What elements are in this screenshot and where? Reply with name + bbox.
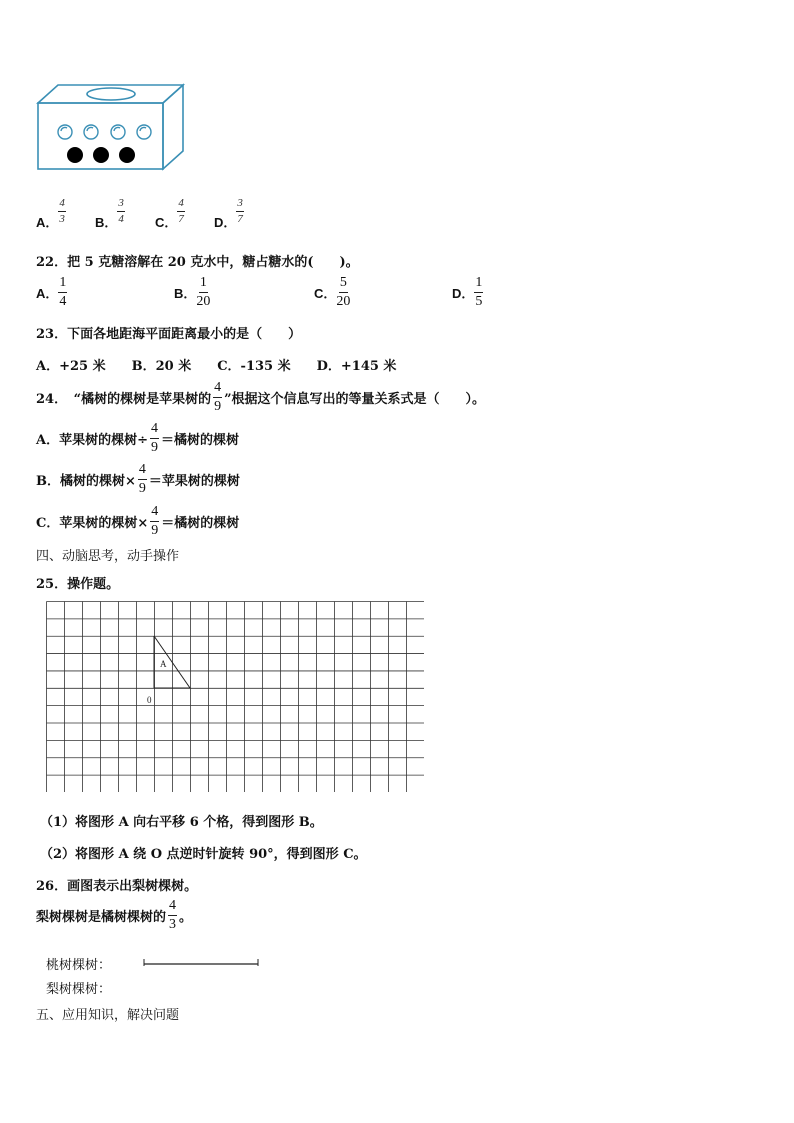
fraction: $\frac{1}{20}$	[196, 275, 211, 309]
q21-option-c[interactable]: C． $\frac{4}{7}$	[155, 197, 184, 230]
fraction: $\frac{5}{20}$	[336, 275, 351, 309]
q22-option-d[interactable]: D． $\frac{1}{5}$	[452, 275, 483, 309]
fraction: $\frac{4}{3}$	[59, 197, 65, 225]
q21-option-d[interactable]: D． $\frac{3}{7}$	[214, 197, 243, 230]
fraction: $\frac{1}{4}$	[59, 275, 67, 309]
q24-option-a[interactable]: A．苹果树的棵树÷ $\frac{4}{9}$ ＝橘树的棵树	[36, 421, 239, 455]
q22-option-a[interactable]: A． $\frac{1}{4}$	[36, 275, 67, 309]
fraction: $\frac{4}{9}$	[151, 504, 159, 538]
fraction: $\frac{3}{4}$	[118, 197, 124, 225]
fraction: $\frac{4}{9}$	[138, 462, 146, 496]
q22-option-c[interactable]: C． $\frac{5}{20}$	[314, 275, 351, 309]
section-heading-5: 五、应用知识，解决问题	[36, 1008, 180, 1023]
q23-options[interactable]: A．+25 米 B．20 米 C．-135 米 D．+145 米	[36, 359, 397, 374]
q25-grid[interactable]	[46, 601, 424, 792]
fraction: $\frac{4}{9}$	[214, 380, 222, 414]
q22-question: 22．把 5 克糖溶解在 20 克水中，糖占糖水的( )。	[36, 255, 359, 270]
section-heading-4: 四、动脑思考，动手操作	[36, 549, 180, 564]
pear-tree-drawing-area[interactable]	[143, 975, 343, 993]
label-a: A	[160, 659, 167, 669]
label-o: 0	[147, 695, 152, 705]
q24-question: 24． “橘树的棵树是苹果树的 $\frac{4}{9}$ ”根据这个信息写出的等量关系式是（ ）。	[36, 380, 486, 414]
q26-title: 26．画图表示出梨树棵树。	[36, 879, 198, 894]
q25-subquestion-1: （1）将图形 A 向右平移 6 个格，得到图形 B。	[40, 815, 323, 830]
q21-option-a[interactable]: A． $\frac{4}{3}$	[36, 197, 65, 230]
ball-box-figure	[36, 83, 186, 173]
white-balls	[58, 125, 151, 139]
fraction: $\frac{4}{9}$	[150, 421, 158, 455]
peach-tree-label: 桃树棵树：	[46, 958, 112, 973]
q23-question: 23．下面各地距海平面距离最小的是（ ）	[36, 327, 302, 342]
fraction: $\frac{3}{7}$	[237, 197, 243, 225]
q24-option-b[interactable]: B．橘树的棵树× $\frac{4}{9}$ ＝苹果树的棵树	[36, 462, 240, 496]
fraction: $\frac{1}{5}$	[475, 275, 483, 309]
fraction: $\frac{4}{3}$	[169, 898, 177, 932]
pear-tree-label: 梨树棵树：	[46, 982, 112, 997]
q26-statement: 梨树棵树是橘树棵树的 $\frac{4}{3}$ 。	[36, 898, 193, 932]
fraction: $\frac{4}{7}$	[178, 197, 184, 225]
q21-option-b[interactable]: B． $\frac{3}{4}$	[95, 197, 124, 230]
q25-title: 25．操作题。	[36, 577, 120, 592]
q25-subquestion-2: （2）将图形 A 绕 O 点逆时针旋转 90°，得到图形 C。	[40, 847, 367, 862]
q24-option-c[interactable]: C．苹果树的棵树× $\frac{4}{9}$ ＝橘树的棵树	[36, 504, 240, 538]
black-balls	[67, 147, 135, 163]
peach-tree-segment	[143, 957, 259, 969]
q22-option-b[interactable]: B． $\frac{1}{20}$	[174, 275, 211, 309]
